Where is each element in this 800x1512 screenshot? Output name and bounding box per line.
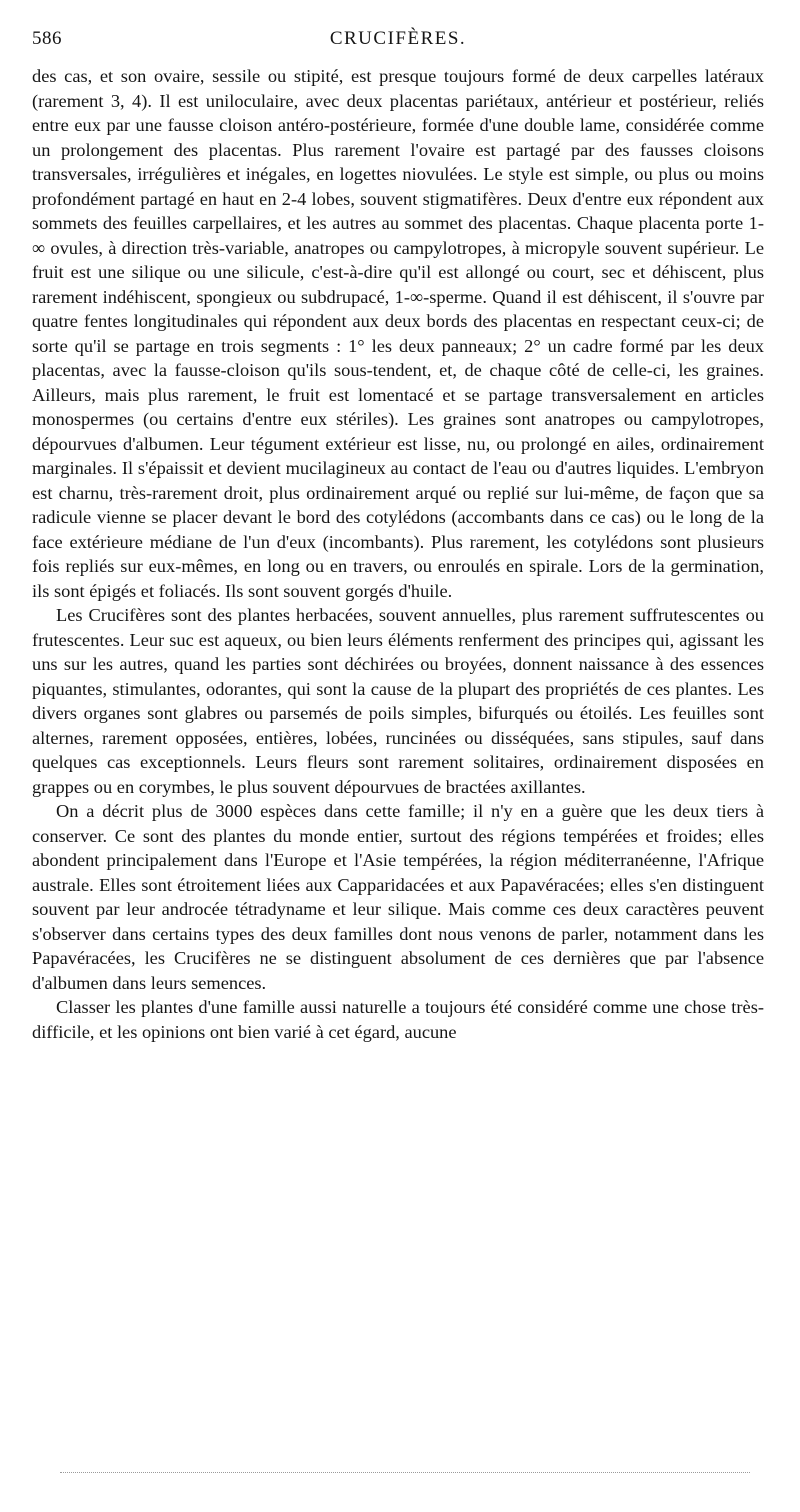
page-header [32,28,764,54]
paragraph-classification: Classer les plantes d'une famille aussi naturelle a toujours été considéré comme une chose très-difficile, et les opinions ont bien varié à cet égard, aucune [32,997,764,1042]
paragraph-plant-habit: Les Crucifères sont des plantes herbacées, souvent annuelles, plus rarement suffrutescentes ou frutescentes. Leur suc est aqueux, ou bien leurs éléments renferment des principes qui, agissant les uns sur les autres, quand les parties sont déchirées ou broyées, donnent naissance à des essences piquantes, stimulantes, odorantes, qui sont la cause de la plupart des propriétés de ces plantes. Les divers organes sont glabres ou parsemés de poils simples, bifurqués ou étoilés. Les feuilles sont alternes, rarement opposées, entières, lobées, runcinées ou disséquées, sans stipules, sauf dans quelques cas exceptionnels. Leurs fleurs sont rarement solitaires, ordinairement disposées en grappes ou en corymbes, le plus souvent dépourvues de bractées axillantes. [32,605,764,797]
book-page [32,28,764,1044]
running-title: CRUCIFÈRES. [329,28,467,49]
paragraph-species-distribution: On a décrit plus de 3000 espèces dans cette famille; il n'y en a guère que les deux tiers à conserver. Ce sont des plantes du monde entier, surtout des régions tempérées et froides; elles abondent principalement dans l'Europe et l'Asie tempérées, la région méditerranéenne, l'Afrique australe. Elles sont étroitement liées aux Capparidacées et aux Papavéracées; elles s'en distinguent souvent par leur androcée tétradyname et leur silique. Mais comme ces deux caractères peuvent s'observer dans certains types des deux familles dont nous venons de parler, notamment dans les Papavéracées, les Crucifères ne se distinguent absolument de ces dernières que par l'absence d'albumen dans leurs semences. [32,801,764,993]
body-text [32,64,764,1044]
paragraph-ovary-fruit-description: des cas, et son ovaire, sessile ou stipité, est presque toujours formé de deux carpelles latéraux (rarement 3, 4). Il est uniloculaire, avec deux placentas pariétaux, antérieur et postérieur, reliés entre eux par une fausse cloison antéro-postérieure, formée d'une double lame, considérée comme un prolongement des placentas. Plus rarement l'ovaire est partagé par des fausses cloisons transversales, irrégulières et inégales, en logettes niovulées. Le style est simple, ou plus ou moins profondément partagé en haut en 2-4 lobes, souvent stigmatifères. Deux d'entre eux répondent aux sommets des feuilles carpellaires, et les autres au sommet des placentas. Chaque placenta porte 1-∞ ovules, à direction très-variable, anatropes ou campylotropes, à micropyle souvent supérieur. Le fruit est une silique ou une silicule, c'est-à-dire qu'il est allongé ou court, sec et déhiscent, plus rarement indéhiscent, spongieux ou subdrupacé, 1-∞-sperme. Quand il est déhiscent, il s'ouvre par quatre fentes longitudinales qui répondent aux deux bords des placentas en respectant ceux-ci; de sorte qu'il se partage en trois segments : 1° les deux panneaux; 2° un cadre formé par les deux placentas, avec la fausse-cloison qu'ils sous-tendent, et, de chaque côté de celle-ci, les graines. Ailleurs, mais plus rarement, le fruit est lomentacé et se partage transversalement en articles monospermes (ou certains d'entre eux stériles). Les graines sont anatropes ou campylotropes, dépourvues d'albumen. Leur tégument extérieur est lisse, nu, ou prolongé en ailes, ordinairement marginales. Il s'épaissit et devient mucilagineux au contact de l'eau ou d'autres liquides. L'embryon est charnu, très-rarement droit, plus ordinairement arqué ou replié sur lui-même, de façon que sa radicule vienne se placer devant le bord des cotylédons (accombants dans ce cas) ou le long de la face extérieure médiane de l'un d'eux (incombants). Plus rarement, les cotylédons sont plusieurs fois repliés sur eux-mêmes, en long ou en travers, ou enroulés en spirale. Lors de la germination, ils sont épigés et foliacés. Ils sont souvent gorgés d'huile. [32,66,764,601]
page-number: 586 [32,28,62,49]
footer-dotted-rule [60,1472,750,1473]
